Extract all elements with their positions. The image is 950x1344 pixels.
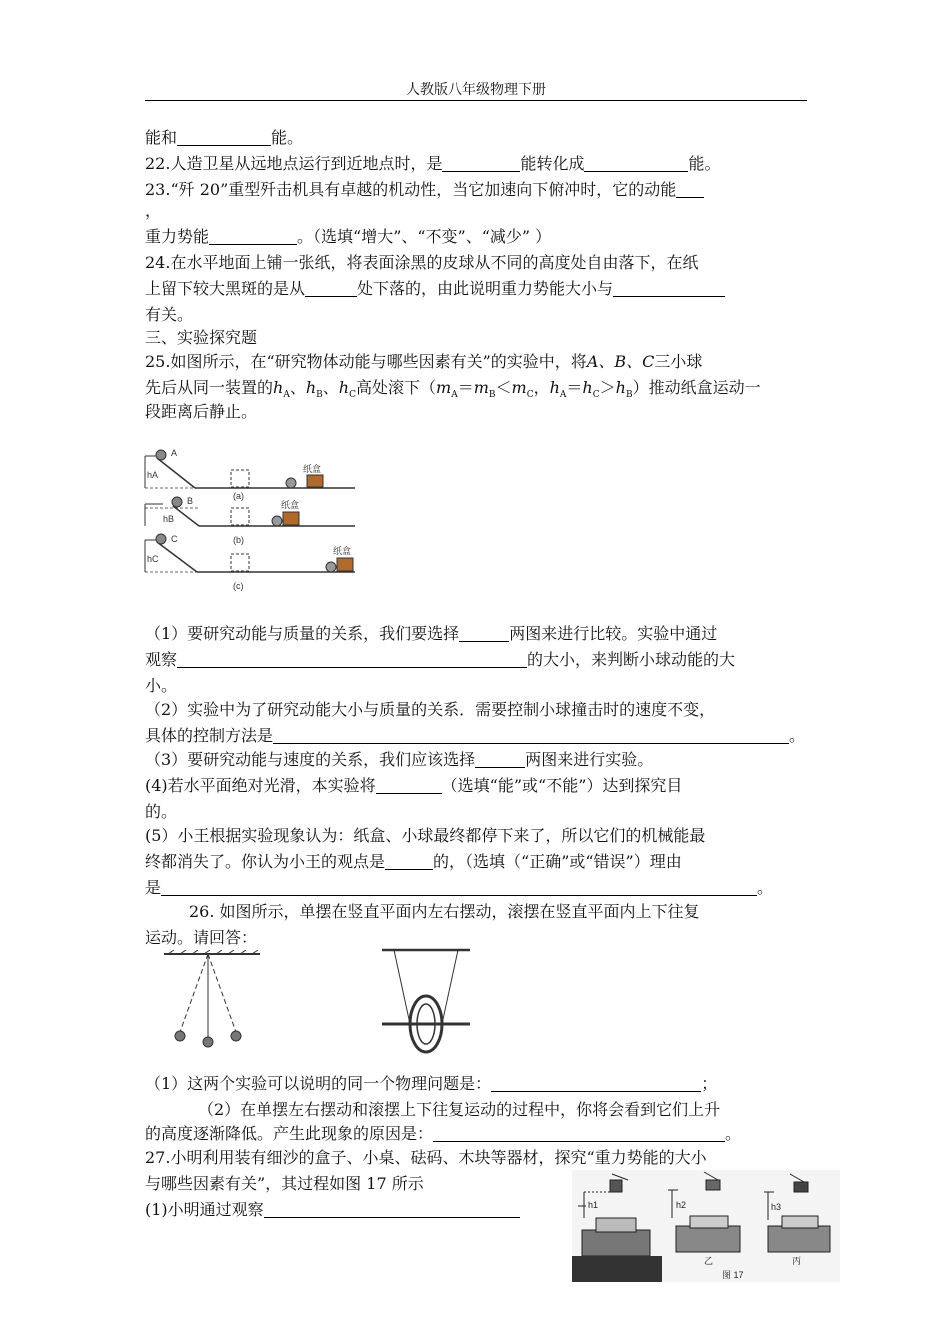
q27-line-3 xyxy=(145,1199,565,1221)
q25-p2-blank[interactable] xyxy=(273,727,789,744)
q27-blank-1[interactable] xyxy=(264,1201,520,1218)
single-pendulum-figure xyxy=(160,950,264,1050)
q25-p1-text-c: 观察 xyxy=(145,650,178,669)
q25-p4-blank[interactable] xyxy=(376,777,442,794)
q25-p4-line-1 xyxy=(145,775,810,797)
q26-p2-text-b: 的高度逐渐降低。产生此现象的原因是： xyxy=(145,1124,434,1143)
q23-blank-1[interactable] xyxy=(676,181,704,198)
q25-condition: $m_A=m_B<m_C$，$h_A=h_C>h_B$ xyxy=(436,378,633,401)
page-header: 人教版八年级物理下册 xyxy=(145,80,807,101)
q26-p1-line xyxy=(145,1073,810,1095)
q25-text-a: 25.如图所示，在“研究物体动能与哪些因素有关”的实验中，将 xyxy=(145,352,587,371)
q26-p1-blank[interactable] xyxy=(491,1075,701,1092)
q25-p1-text-d: 的大小，来判断小球动能的大 xyxy=(527,650,736,669)
ball-label-b: B xyxy=(187,496,194,506)
q26-p2-line-2 xyxy=(145,1123,810,1145)
q27-line-2: 与哪些因素有关”，其过程如图 17 所示 xyxy=(145,1174,424,1193)
ramp-row-c xyxy=(145,534,355,591)
q25-p1-line-3: 小。 xyxy=(145,676,178,695)
q22-text-a: 22.人造卫星从远地点运行到近地点时，是 xyxy=(145,154,443,173)
q25-p3-text-a: （3）要研究动能与速度的关系，我们应该选择 xyxy=(145,750,476,769)
q26-line-2: 运动。请回答： xyxy=(145,928,258,947)
q26-p1-text-a: （1）这两个实验可以说明的同一个物理问题是： xyxy=(145,1074,492,1093)
figure-17 xyxy=(572,1170,840,1282)
h1-label: h1 xyxy=(588,1200,599,1210)
q25-text-c: 先后从同一装置的 xyxy=(145,378,274,397)
q25-p5-line-1: (5）小王根据实验现象认为：纸盒、小球最终都停下来了，所以它们的机械能最 xyxy=(145,826,706,845)
q25-p3-text-b: 两图来进行实验。 xyxy=(525,750,654,769)
q25-p4-text-a: (4)若水平面绝对光滑，本实验将 xyxy=(145,776,376,795)
q24-text-a: 上留下较大黑斑的是从 xyxy=(145,279,306,298)
q23-line-2 xyxy=(145,226,810,248)
q21-blank-1[interactable] xyxy=(177,129,271,146)
label-yi: 乙 xyxy=(704,1256,714,1266)
q25-p5-line-2 xyxy=(145,851,810,873)
ball-label-a: A xyxy=(171,448,178,458)
q23-blank-2[interactable] xyxy=(209,228,297,245)
q25-p3-blank[interactable] xyxy=(475,751,525,768)
q25-p5-text-d: 是 xyxy=(145,878,162,897)
q25-p1-text-a: （1）要研究动能与质量的关系，我们要选择 xyxy=(145,624,460,643)
height-label-c: hC xyxy=(147,554,159,564)
q25-line-1 xyxy=(145,351,810,373)
q21-text-b: 能。 xyxy=(271,128,304,147)
q25-line-3: 段距离后静止。 xyxy=(145,402,258,421)
q22-line xyxy=(145,153,810,175)
q25-p1-line-2 xyxy=(145,649,810,671)
q25-p5-text-b: 终都消失了。你认为小王的观点是 xyxy=(145,852,386,871)
q22-text-b: 能转化成 xyxy=(520,154,585,173)
q25-p5-line-3 xyxy=(145,877,810,899)
height-label-b: hB xyxy=(163,514,175,524)
q25-p2-text-b: 具体的控制方法是 xyxy=(145,726,274,745)
ball-label-c: C xyxy=(171,534,178,544)
q26-p2-line-1: （2）在单摆左右摆动和滚摆上下往复运动的过程中，你将会看到它们上升 xyxy=(198,1100,721,1119)
q22-text-c: 能。 xyxy=(688,154,721,173)
q24-line-2 xyxy=(145,278,810,300)
q25-text-d: 高处滚下（ xyxy=(356,378,437,397)
q23-comma-line: ， xyxy=(145,201,162,220)
q25-p5-text-e: 。 xyxy=(757,878,774,897)
q25-balls: A、B、C xyxy=(586,352,655,371)
q24-line-3: 有关。 xyxy=(145,305,194,324)
q25-p4-line-2: 的。 xyxy=(145,802,178,821)
q27-text-c: (1)小明通过观察 xyxy=(145,1200,264,1219)
q25-p5-blank-1[interactable] xyxy=(385,853,433,870)
box-label-a: 纸盒 xyxy=(303,464,322,474)
height-label-a: hA xyxy=(147,470,159,480)
q21-line xyxy=(145,127,810,149)
q25-p5-blank-2[interactable] xyxy=(161,879,757,896)
h2-label: h2 xyxy=(676,1200,687,1210)
q25-text-e: ）推动纸盒运动一 xyxy=(632,378,761,397)
q25-p2-text-c: 。 xyxy=(789,726,806,745)
q25-p1-blank-2[interactable] xyxy=(177,651,527,668)
maxwell-wheel-figure xyxy=(380,946,472,1058)
q23-line-1 xyxy=(145,179,810,201)
q25-ramp-figure xyxy=(143,446,359,592)
q26-p2-text-c: 。 xyxy=(725,1124,742,1143)
q24-text-b: 处下落的，由此说明重力势能大小与 xyxy=(357,279,614,298)
q27-line-1: 27.小明利用装有细沙的盒子、小桌、砝码、木块等器材，探究“重力势能的大小 xyxy=(145,1148,707,1167)
q25-text-b: 三小球 xyxy=(654,352,703,371)
box-label-b: 纸盒 xyxy=(281,500,300,510)
figure-17-caption: 图 17 xyxy=(722,1270,744,1280)
q25-p1-text-b: 两图来进行比较。实验中通过 xyxy=(509,624,718,643)
q23-text-c: 。（选填“增大”、“不变”、“减少” ） xyxy=(297,227,552,246)
q26-p2-blank[interactable] xyxy=(433,1125,725,1142)
q25-p2-line-1: （2）实验中为了研究动能大小与质量的关系．需要控制小球撞击时的速度不变， xyxy=(145,700,716,719)
q25-p1-line-1 xyxy=(145,623,810,645)
ramp-row-a xyxy=(145,448,355,501)
q21-text-a: 能和 xyxy=(145,128,178,147)
box-label-c: 纸盒 xyxy=(333,546,352,556)
q25-heights: $h_A$、$h_B$、$h_C$ xyxy=(273,378,356,401)
q25-p5-text-c: 的，（选填（“正确”或“错误”）理由 xyxy=(433,852,682,871)
q22-blank-1[interactable] xyxy=(442,155,520,172)
q22-blank-2[interactable] xyxy=(584,155,688,172)
q25-p2-line-2 xyxy=(145,725,810,747)
panel-label-b: (b) xyxy=(233,535,244,545)
section-3-title: 三、实验探究题 xyxy=(145,328,258,347)
q25-p4-text-b: （选填“能”或“不能”）达到探究目 xyxy=(441,776,683,795)
q24-blank-2[interactable] xyxy=(613,280,725,297)
q24-blank-1[interactable] xyxy=(305,280,357,297)
q25-p3-line xyxy=(145,749,810,771)
q26-line-1: 26. 如图所示，单摆在竖直平面内左右摆动，滚摆在竖直平面内上下往复 xyxy=(189,902,700,921)
q25-p1-blank-1[interactable] xyxy=(459,625,509,642)
q26-p1-text-b: ； xyxy=(701,1074,718,1093)
q24-line-1: 24.在水平地面上铺一张纸，将表面涂黑的皮球从不同的高度处自由落下，在纸 xyxy=(145,253,699,272)
panel-label-a: (a) xyxy=(233,491,244,501)
label-bing: 丙 xyxy=(792,1256,802,1266)
h3-label: h3 xyxy=(771,1202,782,1212)
q23-text-a: 23.“歼 20”重型歼击机具有卓越的机动性，当它加速向下俯冲时，它的动能 xyxy=(145,180,677,199)
q23-text-b: 重力势能 xyxy=(145,227,210,246)
panel-label-c: (c) xyxy=(233,581,244,591)
